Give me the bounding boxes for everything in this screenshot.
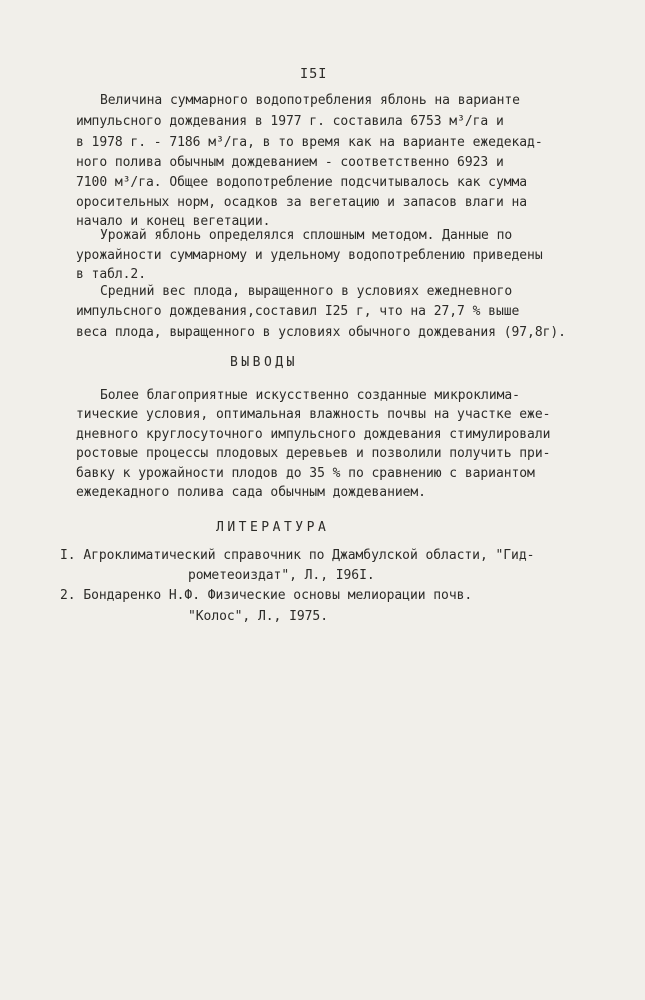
text-line: импульсного дождевания в 1977 г. составила 6753 м³/га и <box>76 114 504 129</box>
text-line: в табл.2. <box>76 267 146 282</box>
text-line: урожайности суммарному и удельному водопотреблению приведены <box>76 248 543 263</box>
text-line: I. Агроклиматический справочник по Джамбулской области, "Гид- <box>60 548 535 563</box>
text-line: Урожай яблонь определялся сплошным методом. Данные по <box>100 228 513 243</box>
text-line: тические условия, оптимальная влажность почвы на участке еже- <box>76 407 551 422</box>
text-line: импульсного дождевания,составил I25 г, что на 27,7 % выше <box>76 304 520 319</box>
text-line: "Колос", Л., I975. <box>188 609 328 624</box>
text-line: ежедекадного полива сада обычным дождеванием. <box>76 485 426 500</box>
text-line: оросительных норм, осадков за вегетацию и запасов влаги на <box>76 195 528 210</box>
text-line: начало и конец вегетации. <box>76 214 271 229</box>
text-line: в 1978 г. - 7186 м³/га, в то время как на варианте ежедекад- <box>76 135 543 150</box>
text-line: бавку к урожайности плодов до 35 % по сравнению с вариантом <box>76 466 535 481</box>
text-line: дневного круглосуточного импульсного дождевания стимулировали <box>76 427 551 442</box>
text-line: 2. Бондаренко Н.Ф. Физические основы мелиорации почв. <box>60 588 473 603</box>
text-line: Величина суммарного водопотребления яблонь на варианте <box>100 93 520 108</box>
text-line: рометеоиздат", Л., I96I. <box>188 568 375 583</box>
conclusions-heading: ВЫВОДЫ <box>230 355 298 370</box>
text-line: Средний вес плода, выращенного в условиях ежедневного <box>100 284 513 299</box>
text-line: ростовые процессы плодовых деревьев и позволили получить при- <box>76 446 551 461</box>
text-line: веса плода, выращенного в условиях обычного дождевания (97,8г). <box>76 325 566 340</box>
references-heading: ЛИТЕРАТУРА <box>216 520 330 535</box>
page-number: I5I <box>300 66 328 82</box>
text-line: Более благоприятные искусственно созданные микроклима- <box>100 388 520 403</box>
text-line: ного полива обычным дождеванием - соответственно 6923 и <box>76 155 504 170</box>
text-line: 7100 м³/га. Общее водопотребление подсчитывалось как сумма <box>76 175 528 190</box>
